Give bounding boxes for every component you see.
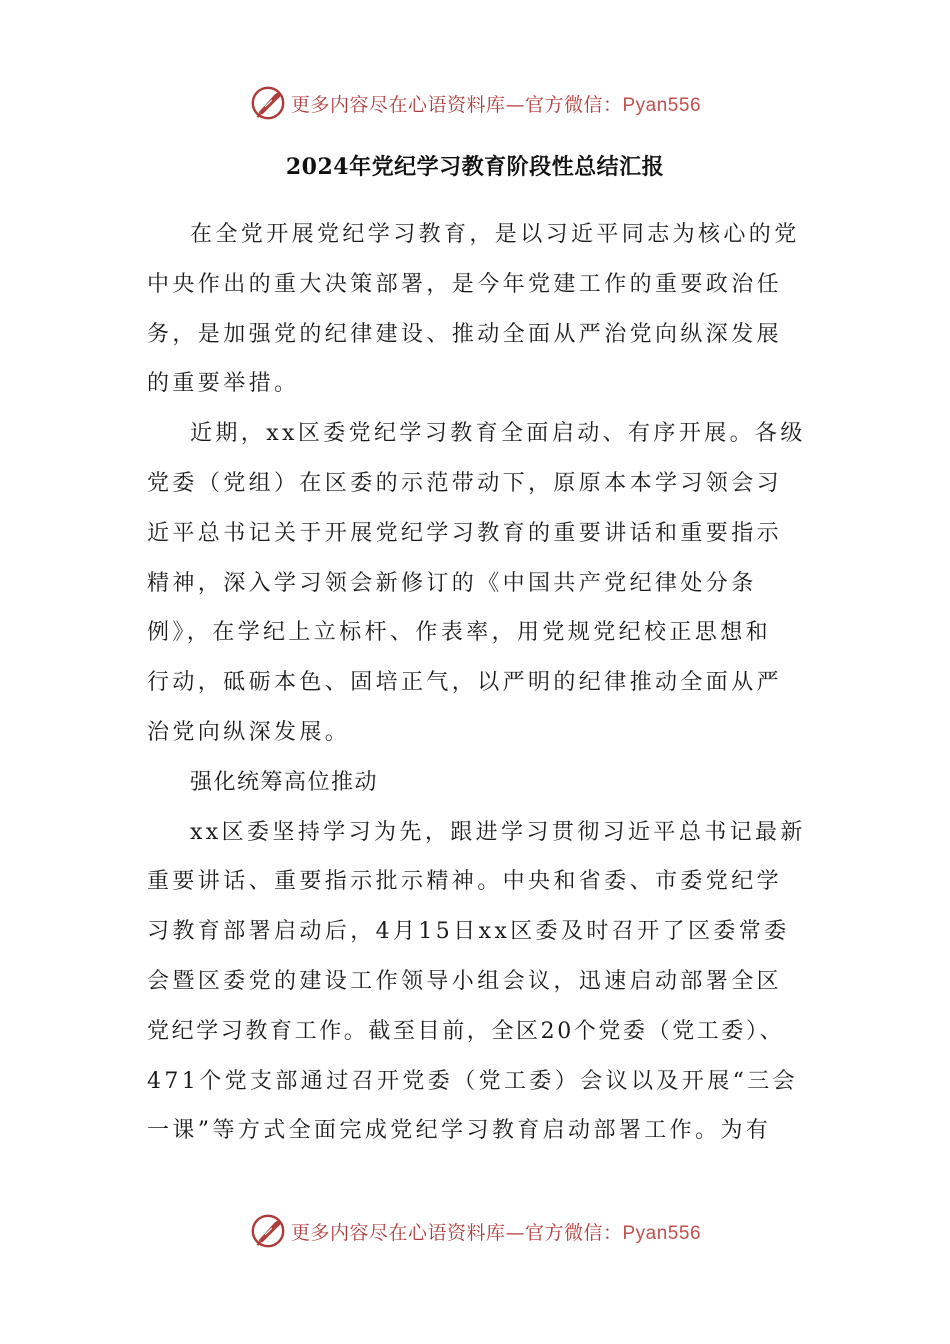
text-line: 的重要举措。	[147, 371, 300, 397]
document-body	[147, 210, 807, 1156]
quill-pen-logo-icon	[249, 84, 287, 122]
wechat-id: Pyan556	[622, 94, 702, 116]
text-line: 一课”等方式全面完成党纪学习教育启动部署工作。为有	[147, 1118, 772, 1144]
text-line: 行动，砥砺本色、固培正气，以严明的纪律推动全面从严	[147, 670, 783, 696]
text-line: xx区委坚持学习为先，跟进学习贯彻习近平总书记最新	[190, 819, 806, 845]
text-line: 习教育部署启动后，4月15日xx区委及时召开了区委常委	[147, 919, 790, 945]
text-line: 例》，在学纪上立标杆、作表率，用党规党纪校正思想和	[147, 620, 772, 646]
section-heading: 强化统筹高位推动	[190, 769, 379, 795]
text-line: 精神，深入学习领会新修订的《中国共产党纪律处分条	[147, 570, 757, 596]
text-line: 近期，xx区委党纪学习教育全面启动、有序开展。各级	[190, 421, 806, 447]
text-line: 在全党开展党纪学习教育，是以习近平同志为核心的党	[190, 222, 800, 247]
text-line: 中央作出的重大决策部署，是今年党建工作的重要政治任	[147, 271, 783, 297]
footer-banner	[0, 1207, 950, 1255]
header-banner	[0, 79, 950, 127]
text-line: 党委（党组）在区委的示范带动下，原原本本学习领会习	[147, 470, 783, 496]
quill-pen-logo-icon	[249, 1212, 287, 1250]
text-line: 党纪学习教育工作。截至目前，全区20个党委（党工委）、	[147, 1018, 785, 1044]
banner-text: 更多内容尽在心语资料库—官方微信：Pyan556	[290, 1221, 702, 1244]
text-line: 会暨区委党的建设工作领导小组会议，迅速启动部署全区	[147, 968, 783, 994]
text-line: 治党向纵深发展。	[147, 719, 351, 745]
banner-text: 更多内容尽在心语资料库—官方微信：Pyan556	[290, 93, 702, 116]
text-line: 471个党支部通过召开党委（党工委）会议以及开展“三会	[147, 1068, 799, 1094]
text-line: 近平总书记关于开展党纪学习教育的重要讲话和重要指示	[147, 520, 783, 546]
document-title: 2024年党纪学习教育阶段性总结汇报	[285, 154, 665, 180]
wechat-id: Pyan556	[622, 1222, 702, 1244]
text-line: 务，是加强党的纪律建设、推动全面从严治党向纵深发展	[147, 321, 783, 347]
text-line: 重要讲话、重要指示批示精神。中央和省委、市委党纪学	[147, 869, 783, 895]
